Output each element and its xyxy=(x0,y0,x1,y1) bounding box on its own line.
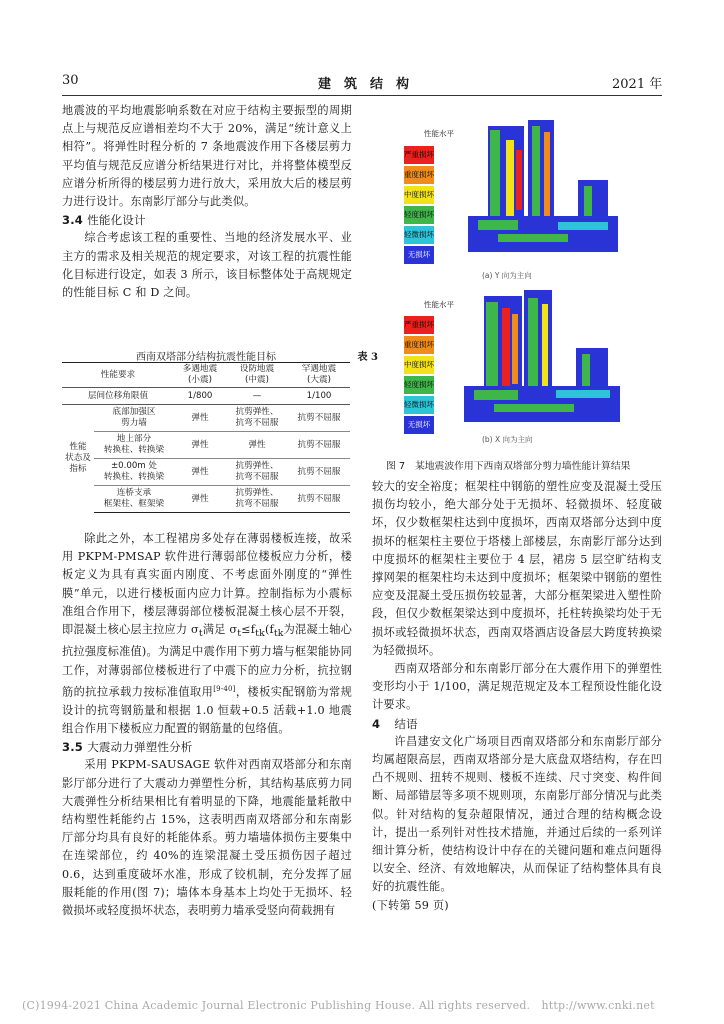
footer-copyright: (C)1994-2021 China Academic Journal Electronic Publishing House. All rights reserved. http://www.cnki.net xyxy=(22,999,655,1012)
paragraph: 西南双塔部分和东南影厅部分在大震作用下的弹塑性变形均小于 1/100，满足规范规定及本工程预设性能化设计要求。 xyxy=(372,662,662,712)
section-title: 结语 xyxy=(394,716,418,731)
table-title: 西南双塔部分结构抗震性能目标 xyxy=(136,352,276,363)
table-cell: 抗剪弹性、 抗弯不屈服 xyxy=(226,459,288,486)
figure-7a-image xyxy=(398,120,648,268)
section-number: 3.5 xyxy=(62,740,83,755)
paragraph: 较大的安全裕度；框架柱中钢筋的塑性应变及混凝土受压损伤均较小，绝大部分处于无损坏、轻微损坏、轻度破坏，仅少数框架柱达到中度损坏，西南双塔部分达到中度损坏的框架柱主要位于塔楼上部楼层，东南影厅部分达到中度损坏的框架柱主要位于 4 层，裙房 5 层空旷结构支撑网架的框架柱均未达到中度损坏；框架梁中钢筋的塑性应变及混凝土受压损伤较显著，大部分框架梁进入塑性阶段，但仅少数框架梁达到中度损坏，托柱转换梁均处于无损坏或轻微损坏状态，西南双塔酒店设备层大跨度转换梁为轻微损坏。 xyxy=(372,480,662,657)
section-heading-3-4 xyxy=(62,211,352,229)
table-row xyxy=(62,388,350,405)
table-cell: 弹性 xyxy=(191,412,209,423)
table-cell: 抗剪不屈服 xyxy=(288,432,350,459)
legend-item: 严重损坏 xyxy=(404,146,434,164)
legend-item: 中度损坏 xyxy=(404,186,434,204)
table-row xyxy=(62,405,350,432)
section-number: 4 xyxy=(372,716,381,731)
table-cell: 底部加强区 剪力墙 xyxy=(112,407,156,428)
table-row xyxy=(62,486,350,513)
paragraph: 综合考虑该工程的重要性、当地的经济发展水平、业主方的需求及相关规范的规定要求，对该工程的抗震性能化目标进行设定，如表 3 所示，该目标整体处于高规规定的性能目标 C 和 D 之间。 xyxy=(62,231,352,300)
legend-item: 无损坏 xyxy=(404,246,434,264)
table-group-label: 性能 状态及 指标 xyxy=(65,442,91,475)
figure-caption: 图 7 某地震波作用下西南双塔部分剪力墙性能计算结果 xyxy=(386,461,631,472)
paragraph: 采用 PKPM-SAUSAGE 软件对西南双塔部分和东南影厅部分进行了大震动力弹塑性分析，其结构基底剪力同大震弹性分析结果相比有着明显的下降，地震能量耗散中结构塑性耗能约占 15%，这表明西南双塔部分和东南影厅部分均具有良好的耗能体系。剪力墙墙体损伤主要集中在连梁部位，约 40%的连梁混凝土受压损伤因子超过 0.6，达到重度破坏水准，形成了铰机制，充分发挥了屈服耗能的作用(图 7)；墙体本身基本上均处于无损坏、轻微损坏或轻度损坏状态，表明剪力墙承受竖向荷载拥有 xyxy=(62,758,352,918)
section-title: 大震动力弹塑性分析 xyxy=(87,740,193,755)
table-cell: ±0.00m 处 转换柱、转换梁 xyxy=(94,459,174,486)
table-header-row xyxy=(62,363,350,388)
table-cell: 抗剪不屈服 xyxy=(288,486,350,513)
table-cell: 1/100 xyxy=(288,388,350,405)
page-number: 30 xyxy=(62,73,79,88)
table-cell: 抗剪不屈服 xyxy=(297,412,341,423)
header-rule xyxy=(62,95,662,96)
table-header: 性能要求 xyxy=(62,363,174,388)
legend-item: 无损坏 xyxy=(404,416,434,434)
performance-table xyxy=(62,362,350,513)
table-cell: 抗剪弹性、 抗弯不屈服 xyxy=(235,407,279,428)
issue-year: 2021 年 xyxy=(612,77,663,92)
paragraph: 除此之外，本工程裙房多处存在薄弱楼板连接，故采用 PKPM-PMSAP 软件进行薄弱部位楼板应力分析，楼板定义为具有真实面内刚度、不考虑面外刚度的“弹性膜”单元，以进行楼板面内应力计算。控制指标为小震标准组合作用下，楼层薄弱部位楼板混凝土核心层不开裂，即混凝土核心层主拉应力 $\sigma_t$满足 $\sigma_t\le f_{tk}(f_{tk}$为混凝土轴心抗拉强度标准值)。为满足中震作用下剪力墙与框架能协同工作，对薄弱部位楼板进行了中震下的应力分析，抗拉钢筋的抗拉承载力按标准值取用[9-40]，楼板实配钢筋为常规设计的抗弯钢筋量和根据 1.0 恒载+0.5 活载+1.0 地震组合作用下楼板应力配置的钢筋量的包络值。 xyxy=(62,532,353,735)
legend-item: 中度损坏 xyxy=(404,356,434,374)
section-title: 性能化设计 xyxy=(87,213,146,228)
continued-note: (下转第 59 页) xyxy=(372,898,449,912)
table-cell: 层间位移角限值 xyxy=(62,388,174,405)
left-column-top xyxy=(62,102,352,302)
legend-title: 性能水平 xyxy=(424,300,454,309)
table-cell: 抗剪弹性、 抗弯不屈服 xyxy=(226,486,288,513)
legend-item: 轻微损坏 xyxy=(404,396,434,414)
table-cell: 1/800 xyxy=(174,388,226,405)
table-header: 设防地震 (中震) xyxy=(226,363,288,388)
section-heading-4 xyxy=(372,715,662,733)
table-cell: 连桥支承 框架柱、框架梁 xyxy=(94,486,174,513)
legend-title: 性能水平 xyxy=(424,129,454,138)
legend-item: 重度损坏 xyxy=(404,336,434,354)
paragraph: 许昌建安文化广场项目西南双塔部分和东南影厅部分均属超限高层，西南双塔部分是大底盘双塔结构，存在凹凸不规则、扭转不规则、楼板不连续、尺寸突变、构件间断、局部错层等多项不规则项，东南影厅部分情况与此类似。针对结构的复杂超限情况，通过合理的结构概念设计，提出一系列针对性技术措施，并通过后续的一系列详细计算分析，使结构设计中存在的关键问题和难点问题得以安全、经济、有效地解决，从而保证了结构整体具有良好的抗震性能。 xyxy=(372,734,662,894)
right-column xyxy=(372,478,662,915)
table-caption xyxy=(92,348,378,363)
table-cell: 地上部分 转换柱、转换梁 xyxy=(94,432,174,459)
table-cell: 抗剪不屈服 xyxy=(288,459,350,486)
table-label: 表 3 xyxy=(357,352,378,363)
table-cell: — xyxy=(226,388,288,405)
subfigure-caption: (b) X 向为主向 xyxy=(482,435,533,444)
legend-item: 轻度损坏 xyxy=(404,376,434,394)
table-row xyxy=(62,432,350,459)
table-cell: 弹性 xyxy=(174,432,226,459)
legend-item: 重度损坏 xyxy=(404,166,434,184)
paragraph: 地震波的平均地震影响系数在对应于结构主要振型的周期点上与规范反应谱相差均不大于 20%，满足“统计意义上相符”。将弹性时程分析的 7 条地震波作用下各楼层剪力平均值与规范反应谱分析结果进行对比，并将整体模型反应谱分析所得的楼层剪力进行放大，采用放大后的楼层剪力进行设计。东南影厅部分与此类似。 xyxy=(62,104,352,209)
journal-title: 建 筑 结 构 xyxy=(318,77,410,92)
legend-item: 严重损坏 xyxy=(404,316,434,334)
table-cell: 弹性 xyxy=(174,459,226,486)
legend-item: 轻度损坏 xyxy=(404,206,434,224)
table-row xyxy=(62,459,350,486)
figure-7b-image xyxy=(398,290,648,438)
table-header: 多遇地震 (小震) xyxy=(174,363,226,388)
legend-item: 轻微损坏 xyxy=(404,226,434,244)
table-cell: 弹性 xyxy=(226,432,288,459)
table-cell: 弹性 xyxy=(174,486,226,513)
section-heading-3-5 xyxy=(62,738,352,756)
subfigure-caption: (a) Y 向为主向 xyxy=(482,271,532,280)
left-column-bottom xyxy=(62,530,352,920)
section-number: 3.4 xyxy=(62,213,83,228)
table-header: 罕遇地震 (大震) xyxy=(288,363,350,388)
citation: [9-40] xyxy=(213,684,236,693)
